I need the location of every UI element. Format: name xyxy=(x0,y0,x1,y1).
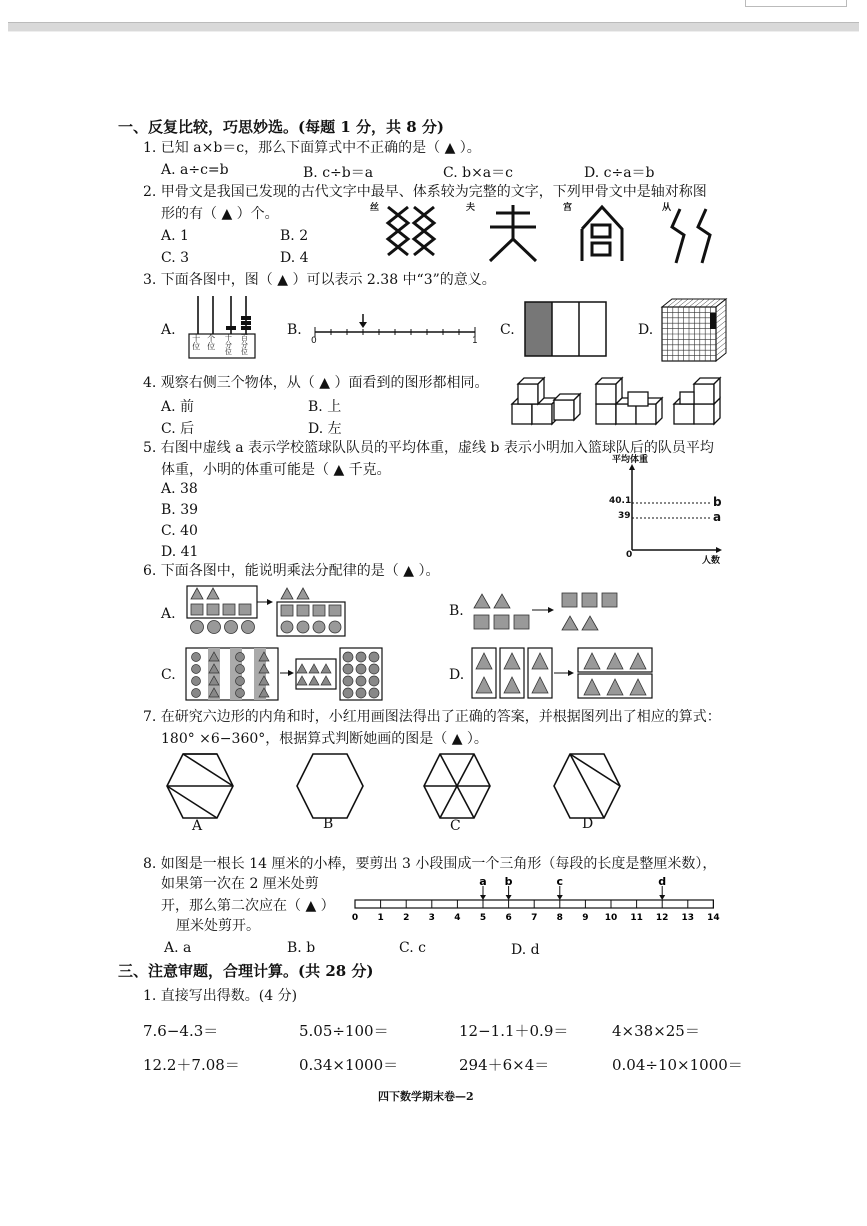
section3-heading: 三、注意审题，合理计算。(共 28 分) xyxy=(118,962,374,980)
q2-stem-line2: 形的有（ ▲ ）个。 xyxy=(161,206,279,222)
q8-stem-line1: 8. 如图是一根长 14 厘米的小棒，要剪出 3 小段围成一个三角形（每段的长度是整厘米数）， xyxy=(143,856,717,872)
q4-option-d[interactable]: D. 左 xyxy=(308,421,342,437)
oracle-char-label-4: 从 xyxy=(662,203,672,213)
q7-stem-line2: 180° ×6−360°，根据算式判断她画的图是（ ▲ ）。 xyxy=(161,731,488,747)
q6-option-d[interactable]: D. xyxy=(449,667,465,683)
calc-1-2[interactable]: 5.05÷100＝ xyxy=(299,1022,389,1040)
q7-hexagons xyxy=(160,752,630,822)
ruler-tick-label: 6 xyxy=(505,913,512,923)
q4-option-c[interactable]: C. 后 xyxy=(161,421,195,437)
q3-option-c[interactable]: C. xyxy=(500,322,515,338)
q8-option-d[interactable]: D. d xyxy=(511,942,540,958)
ruler-tick-label: 10 xyxy=(604,913,618,923)
calc-2-2[interactable]: 0.34×1000＝ xyxy=(299,1056,399,1074)
q2-option-d[interactable]: D. 4 xyxy=(280,250,309,266)
q1-option-b[interactable]: B. c÷b＝a xyxy=(303,165,374,181)
ruler-marker-label: d xyxy=(658,875,667,888)
calc-2-1[interactable]: 12.2＋7.08＝ xyxy=(143,1056,240,1074)
ruler-tick-label: 9 xyxy=(582,913,589,923)
ruler-marker-label: b xyxy=(504,875,513,888)
q5-chart-b-label: b xyxy=(713,495,722,509)
q4-option-a[interactable]: A. 前 xyxy=(161,399,195,415)
ruler-tick-label: 12 xyxy=(655,913,669,923)
ruler-tick-label: 1 xyxy=(377,913,384,923)
ruler-tick-label: 14 xyxy=(707,913,720,923)
number-line-one: 1 xyxy=(472,336,478,346)
ruler-tick-label: 2 xyxy=(403,913,410,923)
oracle-char-fu xyxy=(490,205,536,261)
q7-label-d[interactable]: D xyxy=(582,816,594,832)
q5-chart-b-value: 40.1 xyxy=(609,496,632,506)
q7-stem-line1: 7. 在研究六边形的内角和时，小红用画图法得出了正确的答案，并根据图列出了相应的算式： xyxy=(143,709,721,725)
q8-option-a[interactable]: A. a xyxy=(164,940,192,956)
q7-hexagon-a xyxy=(167,754,233,818)
q3-option-a[interactable]: A. xyxy=(161,322,176,338)
q3-option-d[interactable]: D. xyxy=(638,322,654,338)
q7-label-c[interactable]: C xyxy=(450,818,461,834)
ruler-tick-label: 5 xyxy=(479,913,487,923)
ruler-marker-label: c xyxy=(556,875,564,888)
ruler-tick-label: 8 xyxy=(556,913,563,923)
q2-option-b[interactable]: B. 2 xyxy=(280,228,309,244)
oracle-char-label-3: 宫 xyxy=(563,203,573,213)
calc-1-1[interactable]: 7.6−4.3＝ xyxy=(143,1022,219,1040)
q6-option-c[interactable]: C. xyxy=(161,667,176,683)
number-line-zero: 0 xyxy=(311,336,317,346)
q5-option-d[interactable]: D. 41 xyxy=(161,544,199,560)
section3-sub1: 1. 直接写出得数。(4 分) xyxy=(143,988,298,1004)
q3-stem: 3. 下面各图中，图（ ▲ ）可以表示 2.38 中“3”的意义。 xyxy=(143,272,496,288)
ruler-tick-label: 11 xyxy=(630,913,643,923)
q5-stem-line1: 5. 右图中虚线 a 表示学校篮球队队员的平均体重，虚线 b 表示小明加入篮球队后的队员平均 xyxy=(143,440,714,456)
q5-chart-a-label: a xyxy=(713,510,722,524)
q5-stem-line2: 体重，小明的体重可能是（ ▲ 千克。 xyxy=(161,462,391,478)
oracle-char-si xyxy=(388,207,434,255)
ruler-marker-label: a xyxy=(479,875,487,888)
q5-chart-xlabel: 人数 xyxy=(702,556,721,566)
q2-stem-line1: 2. 甲骨文是我国已发现的古代文字中最早、体系较为完整的文字，下列甲骨文中是轴对称图 xyxy=(143,184,707,200)
q5-chart-origin: 0 xyxy=(626,550,633,560)
oracle-char-gong xyxy=(582,207,622,261)
q7-label-b[interactable]: B xyxy=(323,816,334,832)
oracle-bone-characters xyxy=(380,205,740,267)
q4-object-2 xyxy=(596,378,662,424)
q6-option-b[interactable]: B. xyxy=(449,603,464,619)
q1-option-d[interactable]: D. c÷a＝b xyxy=(584,165,655,181)
q5-option-c[interactable]: C. 40 xyxy=(161,523,198,539)
q2-option-c[interactable]: C. 3 xyxy=(161,250,190,266)
q4-option-b[interactable]: B. 上 xyxy=(308,399,342,415)
q6-figure-b xyxy=(470,588,640,634)
page-footer: 四下数学期末卷—2 xyxy=(378,1090,474,1103)
q8-ruler xyxy=(350,874,720,922)
ruler-tick-label: 4 xyxy=(454,913,461,923)
abacus-label-tenths: 十分位 xyxy=(224,334,233,355)
q6-figure-d xyxy=(470,645,655,701)
q8-stem-line3: 开，那么第二次应在（ ▲ ） xyxy=(161,898,335,914)
abacus-label-hundredths: 百分位 xyxy=(240,334,249,355)
ruler-tick-label: 0 xyxy=(351,913,359,923)
ruler-tick-label: 7 xyxy=(531,913,538,923)
q8-option-b[interactable]: B. b xyxy=(287,940,316,956)
q4-object-1 xyxy=(512,378,580,424)
q7-hexagon-c xyxy=(424,754,490,818)
q6-stem: 6. 下面各图中，能说明乘法分配律的是（ ▲ ）。 xyxy=(143,563,440,579)
q4-cube-objects xyxy=(510,374,730,430)
q6-option-a[interactable]: A. xyxy=(161,606,176,622)
oracle-char-label-2: 夫 xyxy=(466,203,476,213)
ruler-tick-label: 3 xyxy=(428,913,435,923)
q2-option-a[interactable]: A. 1 xyxy=(161,228,189,244)
q6-figure-a xyxy=(184,585,349,637)
q1-stem: 1. 已知 a×b＝c，那么下面算式中不正确的是（ ▲ ）。 xyxy=(143,140,481,156)
calc-1-4[interactable]: 4×38×25＝ xyxy=(612,1022,700,1040)
calc-2-4[interactable]: 0.04÷10×1000＝ xyxy=(612,1056,743,1074)
q5-chart-ylabel: 平均体重 xyxy=(612,455,649,465)
calc-2-3[interactable]: 294＋6×4＝ xyxy=(459,1056,550,1074)
q5-option-b[interactable]: B. 39 xyxy=(161,502,199,518)
q7-hexagon-d xyxy=(554,754,620,818)
section1-heading: 一、反复比较，巧思妙选。(每题 1 分，共 8 分) xyxy=(118,118,444,136)
calc-1-3[interactable]: 12−1.1＋0.9＝ xyxy=(459,1022,569,1040)
q7-hexagon-b xyxy=(297,754,363,818)
q5-option-a[interactable]: A. 38 xyxy=(161,481,198,497)
q3-thousand-cube xyxy=(660,297,730,365)
q4-object-3 xyxy=(674,378,720,424)
q1-option-c[interactable]: C. b×a＝c xyxy=(443,165,513,181)
q3-option-b[interactable]: B. xyxy=(287,322,302,338)
q6-figure-c xyxy=(184,645,384,703)
q7-label-a[interactable]: A xyxy=(192,818,203,834)
q8-option-c[interactable]: C. c xyxy=(399,940,426,956)
oracle-char-cong xyxy=(672,209,710,263)
q3-fraction-rectangle xyxy=(524,301,608,357)
q8-stem-line2: 如果第一次在 2 厘米处剪 xyxy=(161,876,319,892)
q4-stem: 4. 观察右侧三个物体，从（ ▲ ）面看到的图形都相同。 xyxy=(143,375,489,391)
scan-corner-mark xyxy=(745,0,847,7)
oracle-char-label-1: 丝 xyxy=(370,203,380,213)
q8-stem-line4: 厘米处剪开。 xyxy=(176,918,260,934)
scan-top-bar xyxy=(8,22,859,32)
q1-option-a[interactable]: A. a÷c=b xyxy=(161,162,229,178)
q5-chart-a-value: 39 xyxy=(618,511,631,521)
ruler-tick-label: 13 xyxy=(681,913,695,923)
abacus-label-ones: 个位 xyxy=(206,334,216,350)
q3-number-line xyxy=(312,312,482,344)
abacus-label-tens: 十位 xyxy=(191,334,201,350)
